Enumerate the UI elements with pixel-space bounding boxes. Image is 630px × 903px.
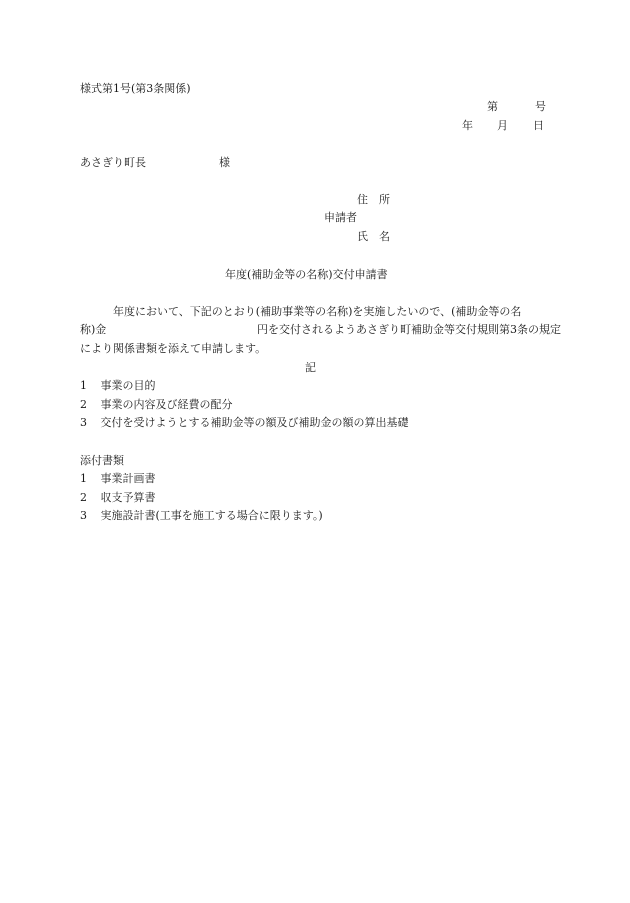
date-month: 月 bbox=[497, 119, 508, 132]
list-item bbox=[80, 509, 323, 523]
address-label: 住 所 bbox=[357, 193, 390, 206]
doc-number-prefix: 第 bbox=[487, 100, 498, 113]
item-number: 3 bbox=[80, 416, 87, 429]
body-line-2-start: 称)金 bbox=[80, 323, 107, 336]
item-text: 事業の目的 bbox=[100, 379, 156, 392]
item-text: 事業計画書 bbox=[100, 472, 156, 485]
attachments-heading: 添付書類 bbox=[80, 454, 124, 467]
form-label: 様式第1号(第3条関係) bbox=[80, 82, 191, 95]
item-number: 1 bbox=[80, 472, 87, 485]
date-day: 日 bbox=[533, 119, 544, 132]
item-number: 1 bbox=[80, 379, 87, 392]
body-line-2-end: 円を交付されるようあさぎり町補助金等交付規則第3条の規定 bbox=[257, 323, 561, 336]
body-line-1: 年度において、下記のとおり(補助事業等の名称)を実施したいので、(補助金等の名 bbox=[113, 305, 522, 318]
item-text: 実施設計書(工事を施工する場合に限ります。) bbox=[100, 509, 323, 522]
list-item bbox=[80, 398, 233, 412]
doc-number-suffix: 号 bbox=[535, 100, 546, 113]
name-label: 氏 名 bbox=[357, 230, 390, 243]
body-line-3: により関係書類を添えて申請します。 bbox=[80, 342, 267, 355]
list-item bbox=[80, 416, 409, 430]
item-text: 交付を受けようとする補助金等の額及び補助金の額の算出基礎 bbox=[100, 416, 409, 429]
list-item bbox=[80, 379, 156, 393]
list-item bbox=[80, 491, 156, 505]
addressee-name: あさぎり町長 bbox=[80, 156, 146, 169]
addressee-honorific: 様 bbox=[219, 156, 230, 169]
item-text: 事業の内容及び経費の配分 bbox=[100, 398, 233, 411]
item-number: 2 bbox=[80, 398, 87, 411]
applicant-label: 申請者 bbox=[324, 211, 357, 224]
item-number: 2 bbox=[80, 491, 87, 504]
list-item bbox=[80, 472, 156, 486]
item-text: 収支予算書 bbox=[100, 491, 156, 504]
item-number: 3 bbox=[80, 509, 87, 522]
ki-heading: 記 bbox=[305, 361, 316, 374]
document-title: 年度(補助金等の名称)交付申請書 bbox=[225, 268, 388, 281]
date-year: 年 bbox=[462, 119, 473, 132]
